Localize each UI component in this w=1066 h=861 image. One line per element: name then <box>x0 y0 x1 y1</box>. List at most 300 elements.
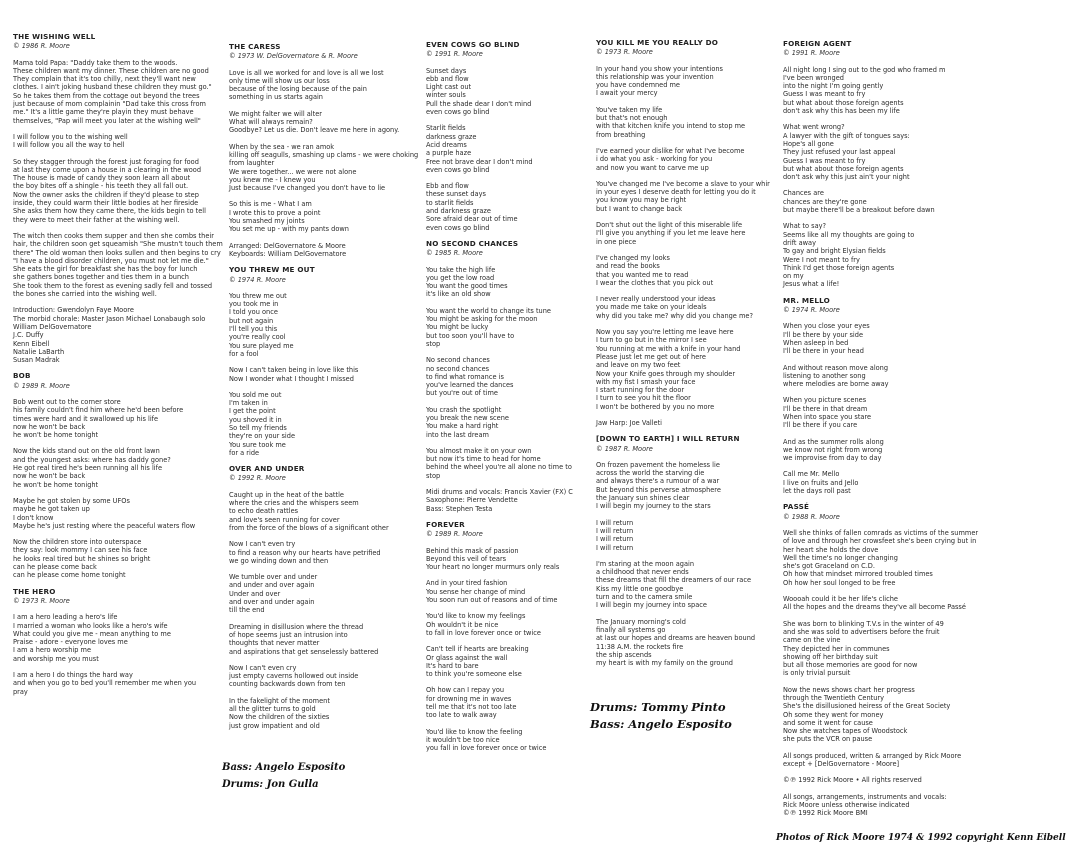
song-copyright: © 1987 R. Moore <box>596 444 653 453</box>
song-title: OVER AND UNDER <box>229 464 305 474</box>
lyric-line: So he takes them from the cottage out beyond the trees <box>13 91 200 100</box>
lyric-line: can he please come back <box>13 563 97 572</box>
lyric-line: I'll be there in your head <box>783 347 864 356</box>
song-title: THE HERO <box>13 586 56 596</box>
lyric-line: till the end <box>229 606 265 615</box>
lyric-line: When into space you stare <box>783 412 872 421</box>
lyric-line: he looks real tired but he shines so bright <box>13 554 151 563</box>
stanza <box>426 579 588 604</box>
lyric-line: my heart is with my family on the ground <box>596 659 733 668</box>
lyric-line: I don't know <box>13 513 54 522</box>
lyric-line: he won't be home tonight <box>13 431 99 440</box>
lyric-line: through the Twentieth Century <box>783 694 885 702</box>
lyric-line: I live on fruits and Jello <box>783 478 859 487</box>
lyric-line: for a ride <box>229 448 260 457</box>
song-title: THE CARESS <box>229 42 281 51</box>
lyric-line: We tumble over and under <box>229 573 318 582</box>
lyric-line: J.C. Duffy <box>13 331 44 340</box>
lyric-line: Kiss my little one goodbye <box>596 584 684 593</box>
lyric-line: A lawyer with the gift of tongues says: <box>783 131 910 140</box>
lyric-line: for a fool <box>229 349 259 358</box>
lyric-line: from laughter <box>229 159 275 168</box>
lyric-line: I turn to see you hit the floor <box>596 394 691 403</box>
stanza <box>426 728 588 753</box>
lyric-line: to find what romance is <box>426 372 504 381</box>
lyric-line: a purple haze <box>426 149 472 158</box>
lyric-line: Susan Madrak <box>13 356 60 365</box>
lyric-line: ebb and flow <box>426 74 469 83</box>
lyric-line: and leave on my two feet <box>596 361 681 370</box>
lyric-line: William DelGovernatore <box>13 322 92 331</box>
stanza <box>596 295 776 320</box>
lyric-line: killing off seagulls, smashing up clams - we were choking <box>229 150 419 159</box>
song-block <box>426 41 588 232</box>
lyric-line: I will return <box>596 543 634 552</box>
lyric-line: of love and through her crowsfeet she's been crying but in <box>783 537 977 546</box>
lyric-line: why did you take me? why did you change me? <box>596 311 753 320</box>
stanza <box>783 686 997 744</box>
lyric-line: Now you say you're letting me leave here <box>596 328 734 337</box>
lyric-line: Now the children store into outerspace <box>13 538 142 547</box>
song-copyright: © 1985 R. Moore <box>426 249 483 258</box>
lyric-line: you're really cool <box>229 333 286 342</box>
lyric-line: I will follow you to the wishing well <box>13 132 128 141</box>
lyric-line: Jaw Harp: Joe Valleti <box>596 418 662 427</box>
stanza <box>596 328 776 411</box>
stanza <box>596 560 776 610</box>
stanza <box>229 540 419 565</box>
lyric-line: pray <box>13 687 28 696</box>
lyric-line: Arranged: DelGovernatore & Moore <box>229 241 346 250</box>
stanza <box>596 180 776 213</box>
lyric-line: The house is made of candy they soon learn all about <box>13 174 191 183</box>
lyric-line: Now the owner asks the children if they'd please to step <box>13 190 199 199</box>
lyric-line: and always there's a rumour of a war <box>596 477 720 486</box>
lyric-line: you get the low road <box>426 273 495 282</box>
song-copyright: © 1973 R. Moore <box>13 596 70 605</box>
song-title: EVEN COWS GO BLIND <box>426 40 520 49</box>
song-copyright: © 1988 R. Moore <box>783 512 840 521</box>
lyric-line: too late to walk away <box>426 711 497 720</box>
lyric-line: You sure took me <box>229 440 286 449</box>
stanza <box>229 391 419 457</box>
lyric-line: Your heart no longer murmurs only reals <box>426 563 560 572</box>
lyric-line: They depicted her in communes <box>783 644 890 653</box>
lyric-line: just grow impatient and old <box>229 721 320 730</box>
stanza <box>783 364 997 389</box>
lyric-line: Now the children of the sixties <box>229 713 330 722</box>
lyric-line: She asks them how they came there, the kids begin to tell <box>13 207 206 216</box>
lyric-line: You sold me out <box>229 390 282 399</box>
lyric-line: it's like an old show <box>426 290 491 299</box>
lyric-line: You'd like to know my feelings <box>426 612 526 621</box>
lyric-line: on my <box>783 272 804 281</box>
stanza <box>596 106 776 139</box>
lyric-line: Rick Moore unless otherwise indicated <box>783 800 910 809</box>
lyric-line: but I want to change back <box>596 204 683 213</box>
stanza <box>426 612 588 637</box>
drums-credit: Drums: Jon Gulla <box>222 779 319 790</box>
lyric-line: themselves, "Pap will meet you later at the wishing well" <box>13 116 201 125</box>
lyric-line: He got real tired he's been running all his life <box>13 464 163 473</box>
lyric-line: All songs produced, written & arranged by Rick Moore <box>783 751 962 760</box>
stanza <box>229 573 419 614</box>
lyric-line: Jesus what a life! <box>783 280 840 289</box>
lyric-line: I start running for the door <box>596 386 685 395</box>
lyric-line: Can't tell if hearts are breaking <box>426 645 529 654</box>
lyric-line: Well the time's no longer changing <box>783 553 898 562</box>
lyric-line: Maybe he got stolen by some UFOs <box>13 496 130 505</box>
lyric-line: these sunset days <box>426 190 486 199</box>
lyric-line: Ebb and flow <box>426 182 469 191</box>
lyric-line: Under and over <box>229 589 281 598</box>
lyric-line: and under and over again <box>229 581 315 590</box>
stanza <box>426 447 588 480</box>
lyric-line: I wrote this to prove a point <box>229 208 321 217</box>
lyric-line: but what about those foreign agents <box>783 164 904 173</box>
lyric-line: Now she watches tapes of Woodstock <box>783 727 908 736</box>
stanza <box>229 292 419 358</box>
lyric-line: I will begin my journey into space <box>596 601 707 610</box>
stanza <box>783 396 997 429</box>
lyric-line: We might falter we will alter <box>229 109 322 118</box>
lyric-line: In your hand you show your intentions <box>596 64 723 73</box>
lyrics-column-1 <box>13 0 221 704</box>
stanza <box>783 776 997 784</box>
lyric-line: in your eyes I deserve death for letting you do it <box>596 188 756 197</box>
stanza <box>783 620 997 678</box>
song-copyright: © 1989 R. Moore <box>426 530 483 539</box>
lyric-line: Please just let me get out of here <box>596 352 706 361</box>
lyric-line: You smashed my joints <box>229 217 305 226</box>
lyric-line: You crash the spotlight <box>426 405 502 414</box>
lyric-line: all the glitter turns to gold <box>229 705 316 713</box>
lyric-line: "I have a blood disorder children, you must not let me die." <box>13 256 209 265</box>
lyric-line: they were to meet their father at the wishing well. <box>13 215 180 224</box>
lyric-line: but you're out of time <box>426 389 498 398</box>
lyric-line: winter souls <box>426 91 466 100</box>
song-title: YOU THREW ME OUT <box>229 265 315 275</box>
lyric-line: When asleep in bed <box>783 338 849 347</box>
stanza <box>426 488 588 513</box>
lyric-line: the January sun shines clear <box>596 494 690 503</box>
song-copyright: © 1991 R. Moore <box>783 49 840 58</box>
lyric-line: there" The old woman then looks sullen and then begins to cry <box>13 248 221 257</box>
lyric-line: no second chances <box>426 364 490 373</box>
stanza <box>783 123 997 181</box>
lyric-line: Now your Knife goes through my shoulder <box>596 369 736 378</box>
lyric-line: I will follow you all the way to hell <box>13 141 125 150</box>
lyric-line: times were hard and it swallowed up his life <box>13 414 159 423</box>
lyric-line: even cows go blind <box>426 223 490 232</box>
lyric-line: Now I can't even try <box>229 540 296 549</box>
lyric-line: You threw me out <box>229 291 287 300</box>
lyric-line: But beyond this perverse atmosphere <box>596 485 721 494</box>
lyric-line: You've taken my life <box>596 105 663 114</box>
lyric-line: Free not brave dear I don't mind <box>426 157 533 166</box>
lyric-line: in one piece <box>596 237 637 246</box>
lyric-line: I never really understood your ideas <box>596 295 716 304</box>
lyric-line: you shoved it in <box>229 415 282 424</box>
lyric-line: I will return <box>596 535 634 544</box>
lyric-line: Or glass against the wall <box>426 653 508 662</box>
lyric-line: Mama told Papa: "Daddy take them to the woods. <box>13 58 178 67</box>
lyric-line: What will always remain? <box>229 118 313 127</box>
lyric-line: You sense her change of mind <box>426 587 526 596</box>
lyric-line: and now you want to carve me up <box>596 163 709 172</box>
lyric-line: Now the news shows chart her progress <box>783 685 915 694</box>
lyric-line: and darkness graze <box>426 207 491 216</box>
lyric-line: clothes. I ain't joking husband these children they must go." <box>13 83 212 92</box>
lyric-line: Oh wouldn't it be nice <box>426 620 499 629</box>
lyric-line: but that's not enough <box>596 114 668 123</box>
lyric-line: Now I wonder what I thought I missed <box>229 374 354 383</box>
lyric-line: came on the vine <box>783 636 841 645</box>
lyric-line: and aspirations that get senselessly battered <box>229 647 379 656</box>
stanza <box>596 461 776 511</box>
lyric-line: Oh how her soul longed to be free <box>783 578 896 587</box>
lyric-line: Pull the shade dear I don't mind <box>426 99 532 108</box>
lyric-line: Hope's all gone <box>783 139 834 148</box>
lyric-line: I turn to go but in the mirror I see <box>596 336 707 345</box>
lyric-line: So they stagger through the forest just foraging for food <box>13 157 199 166</box>
lyric-line: And without reason move along <box>783 363 889 372</box>
lyric-line: at last they come upon a house in a clearing in the wood <box>13 165 202 174</box>
stanza <box>13 538 221 579</box>
lyric-line: Oh some they went for money <box>783 710 884 719</box>
lyric-line: I await your mercy <box>596 89 658 98</box>
lyric-line: Midi drums and vocals: Francis Xavier (FX) C <box>426 488 573 497</box>
lyric-line: to find a reason why our hearts have petrified <box>229 548 381 557</box>
lyric-line: I won't be bothered by you no more <box>596 402 715 411</box>
song-block <box>426 521 588 753</box>
stanza <box>783 322 997 355</box>
song-block <box>229 266 419 457</box>
lyric-line: Guess I was meant to fry <box>783 156 866 165</box>
lyric-line: but what about those foreign agents <box>783 98 904 107</box>
lyric-line: All the hopes and the dreams they've all become Passé <box>783 603 966 612</box>
lyric-line: Caught up in the heat of the battle <box>229 490 344 499</box>
lyric-line: ©℗ 1992 Rick Moore BMI <box>783 809 868 818</box>
stanza <box>426 307 588 348</box>
lyric-line: with that kitchen knife you intend to stop me <box>596 122 746 131</box>
lyric-line: I'll be there if you care <box>783 421 858 430</box>
lyric-line: I am a hero leading a hero's life <box>13 613 118 622</box>
stanza <box>13 59 221 125</box>
song-block <box>229 43 419 258</box>
lyric-line: Oh how that mindset mirrored troubled times <box>783 570 933 579</box>
lyric-line: these dreams that fill the dreamers of our race <box>596 576 752 585</box>
lyric-line: now he won't be back <box>13 472 86 481</box>
song-copyright: © 1986 R. Moore <box>13 42 70 51</box>
stanza <box>783 222 997 288</box>
lyric-line: Think I'd get those foreign agents <box>783 263 895 272</box>
lyric-line: but now it's time to head for home <box>426 455 541 464</box>
lyric-line: don't ask why this has been my life <box>783 107 900 116</box>
lyric-line: Introduction: Gwendolyn Faye Moore <box>13 306 134 315</box>
lyric-line: but all those memories are good for now <box>783 661 918 670</box>
lyric-line: drift away <box>783 238 816 247</box>
song-copyright: © 1989 R. Moore <box>13 381 70 390</box>
song-block <box>596 435 776 667</box>
lyric-line: even cows go blind <box>426 165 490 174</box>
lyric-line: stop <box>426 339 441 348</box>
lyric-line: into the last dream <box>426 430 489 439</box>
lyric-line: Dreaming in disillusion where the thread <box>229 622 364 631</box>
song-title: FOREVER <box>426 519 465 529</box>
lyric-line: Beyond this veil of tears <box>426 554 507 563</box>
stanza <box>13 497 221 530</box>
lyrics-column-2 <box>229 0 419 738</box>
song-copyright: © 1973 R. Moore <box>596 48 653 57</box>
stanza <box>13 398 221 439</box>
lyric-line: Praise - adore - everyone loves me <box>13 638 128 647</box>
lyric-line: Woooah could it be her life's cliche <box>783 595 898 604</box>
lyric-line: the boy bites off a shingle - his teeth they all fall out. <box>13 182 189 191</box>
lyric-line: Well she thinks of fallen comrads as victims of the summer <box>783 528 979 537</box>
lyric-line: Don't shut out the light of this miserable life <box>596 221 743 230</box>
lyric-line: maybe he got taken up <box>13 505 90 514</box>
stanza <box>426 686 588 719</box>
lyric-line: Oh how can I repay you <box>426 686 505 695</box>
lyric-line: showing off her birthday suit <box>783 652 878 661</box>
lyric-line: Now I can't even cry <box>229 663 297 672</box>
lyric-line: All songs, arrangements, instruments and vocals: <box>783 792 947 801</box>
lyric-line: Guess I was meant to fry <box>783 90 866 99</box>
song-copyright: © 1991 R. Moore <box>426 50 483 59</box>
song-title: NO SECOND CHANCES <box>426 238 519 248</box>
stanza <box>426 67 588 117</box>
stanza <box>426 547 588 572</box>
lyric-line: So this is me - What I am <box>229 200 312 209</box>
lyric-line: she puts the VCR on pause <box>783 735 873 744</box>
lyric-line: and she was sold to advertisers before the fruit <box>783 627 940 636</box>
lyric-line: it wouldn't be too nice <box>426 735 500 744</box>
song-title: FOREIGN AGENT <box>783 39 852 48</box>
lyric-line: Natalie LaBarth <box>13 347 65 356</box>
stanza <box>229 143 419 193</box>
lyric-line: counting backwards down from ten <box>229 680 346 689</box>
stanza <box>596 519 776 552</box>
stanza <box>783 66 997 116</box>
song-block <box>783 40 997 289</box>
stanza <box>783 189 997 214</box>
lyric-line: is only trivial pursuit <box>783 669 851 678</box>
lyric-line: hair, the children soon get squeamish "She mustn't touch them <box>13 240 223 249</box>
song-copyright: © 1974 R. Moore <box>229 275 286 284</box>
lyric-line: tell me that it's not too late <box>426 703 517 711</box>
lyric-line: just empty caverns hollowed out inside <box>229 672 359 681</box>
lyric-line: you fall in love forever once or twice <box>426 744 547 753</box>
bass-credit: Bass: Angelo Esposito <box>222 762 346 773</box>
lyric-line: To gay and bright Elysian fields <box>783 247 886 256</box>
lyric-line: And as the summer rolls along <box>783 437 884 446</box>
lyric-line: Keyboards: William DelGovernatore <box>229 249 347 258</box>
lyric-line: Bass: Stephen Testa <box>426 504 493 513</box>
lyric-line: we know not right from wrong <box>783 445 883 454</box>
lyric-line: I am a hero worship me <box>13 646 92 655</box>
lyric-line: Saxophone: Pierre Vendette <box>426 496 518 505</box>
stanza <box>229 200 419 233</box>
stanza <box>426 356 588 397</box>
lyric-line: I will return <box>596 518 634 527</box>
lyric-line: Maybe he's just resting where the peaceful waters flow <box>13 521 196 530</box>
lyric-line: It's hard to bare <box>426 661 479 670</box>
lyric-line: I get the point <box>229 407 276 416</box>
lyric-line: I'm staring at the moon again <box>596 559 695 568</box>
lyric-line: and love's seen running for cover <box>229 515 340 524</box>
lyric-line: you have condemned me <box>596 81 680 90</box>
lyric-line: She eats the girl for breakfast she has the boy for lunch <box>13 265 198 274</box>
song-block <box>426 240 588 513</box>
lyric-line: Now I can't taken being in love like this <box>229 366 359 375</box>
lyric-line: Seems like all my thoughts are going to <box>783 230 915 239</box>
lyric-line: You might be asking for the moon <box>426 315 538 324</box>
lyric-line: they're on your side <box>229 432 295 441</box>
lyric-line: I wear the clothes that you pick out <box>596 278 714 287</box>
lyric-line: you made me take on your ideals <box>596 303 707 312</box>
lyric-line: to think you're someone else <box>426 670 522 679</box>
lyric-line: they say: look mommy I can see his face <box>13 546 148 555</box>
lyric-line: I'll give you anything if you let me leave here <box>596 229 746 238</box>
lyric-line: we go winding down and then <box>229 556 329 565</box>
lyric-line: except + [DelGovernatore - Moore] <box>783 760 900 769</box>
lyrics-column-3 <box>426 0 588 760</box>
lyric-line: me." It's a little game they're playin they must behave <box>13 108 194 117</box>
photo-credit-footer: Photos of Rick Moore 1974 & 1992 copyright Kenn Eibell <box>776 833 1066 843</box>
lyric-line: behind the wheel you're all alone no time to <box>426 463 572 472</box>
lyric-line: his family couldn't find him where he'd been before <box>13 406 184 415</box>
song-title: PASSÉ <box>783 502 810 512</box>
lyric-line: You soon run out of reasons and of time <box>426 596 558 605</box>
lyric-line: you knew me - I knew you <box>229 175 316 184</box>
stanza <box>229 623 419 656</box>
song-block <box>596 39 776 427</box>
stanza <box>783 793 997 818</box>
lyric-line: from breathing <box>596 130 646 139</box>
lyric-line: thoughts that never matter <box>229 639 320 648</box>
stanza <box>229 366 419 383</box>
lyric-line: i do what you ask - working for you <box>596 155 713 164</box>
stanza <box>783 438 997 463</box>
lyric-line: I told you once <box>229 308 278 317</box>
lyric-line: All night long I sing out to the god who framed m <box>783 65 946 74</box>
lyric-line: I'll be there in that dream <box>783 404 868 413</box>
lyric-line: She took them to the forest as evening sadly fell and tossed <box>13 281 213 290</box>
stanza <box>426 406 588 439</box>
lyric-line: Sore afraid dear out of time <box>426 215 518 224</box>
lyric-line: you took me in <box>229 300 279 309</box>
lyric-line: turn and to the camera smile <box>596 593 693 602</box>
stanza <box>229 697 419 730</box>
lyrics-column-5 <box>783 0 997 826</box>
stanza <box>596 65 776 98</box>
lyric-line: I'm taken in <box>229 399 268 408</box>
stanza <box>596 254 776 287</box>
lyric-line: Light cast out <box>426 83 472 92</box>
stanza <box>13 232 221 298</box>
lyric-line: can he please come home tonight <box>13 571 126 580</box>
lyric-line: for drowning me in waves <box>426 694 512 703</box>
lyric-line: These children want my dinner. These children are no good <box>13 66 209 75</box>
lyric-line: something in us starts again <box>229 93 323 102</box>
lyric-line: and read the books <box>596 262 660 271</box>
stanza <box>13 613 221 663</box>
lyric-line: to starlit fields <box>426 198 474 207</box>
lyric-line: You running at me with a knife in your hand <box>596 344 741 353</box>
drums-credit-2: Drums: Tommy Pinto <box>590 700 726 714</box>
lyrics-column-4 <box>596 0 776 675</box>
